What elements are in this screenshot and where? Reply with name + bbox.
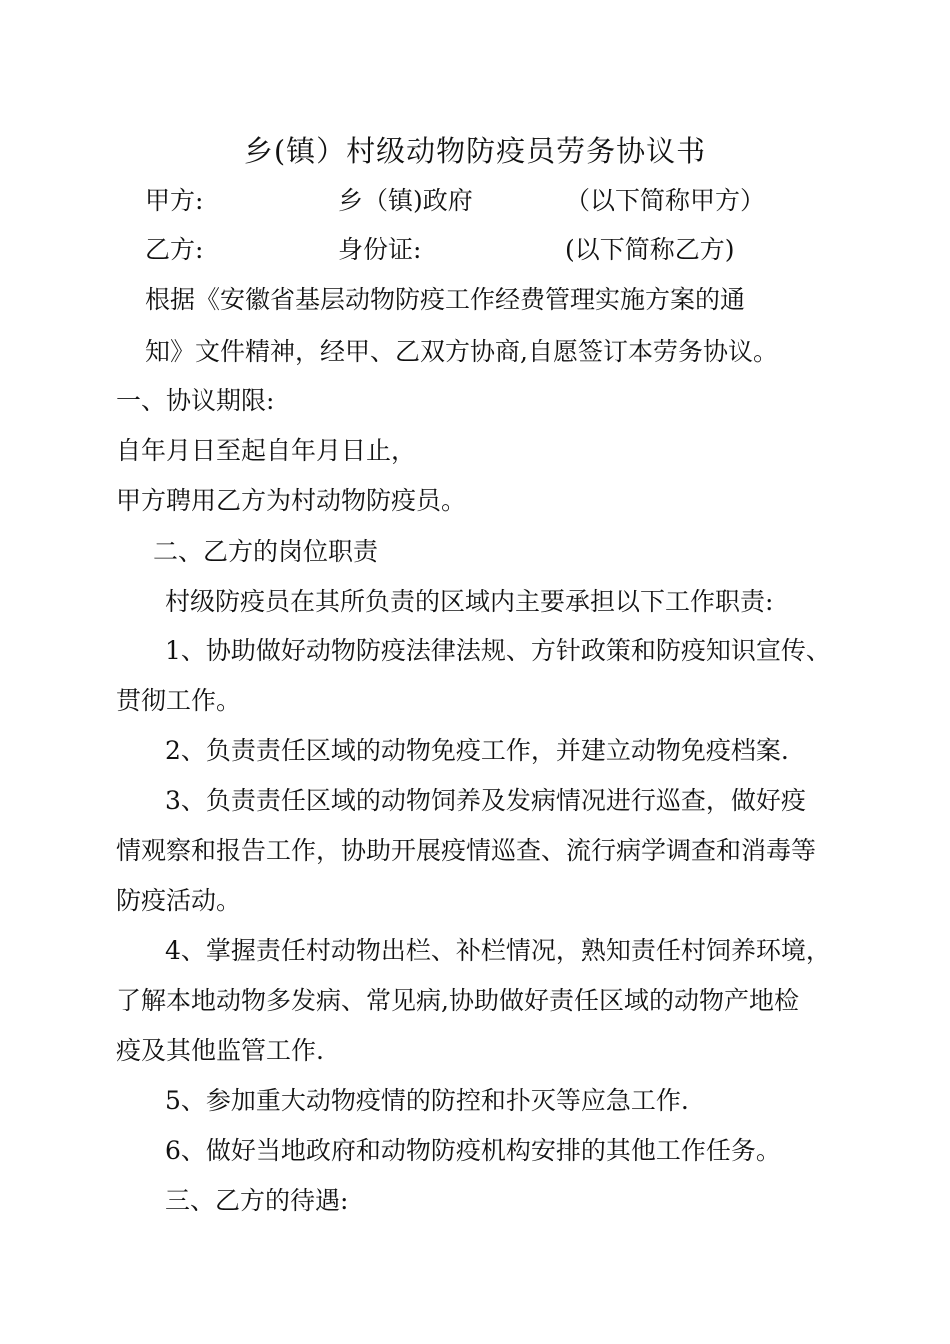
duty-item-3-line: 3、负责责任区域的动物饲养及发病情况进行巡查，做好疫 [165,786,806,815]
section2-heading: 二、乙方的岗位职责 [153,537,379,566]
duty-item-3-line: 情观察和报告工作，协助开展疫情巡查、流行病学调查和消毒等 [116,836,817,865]
section1-line: 甲方聘用乙方为村动物防疫员。 [116,486,467,515]
section1-heading: 一、协议期限: [116,386,275,415]
party-b-label: 乙方: [145,235,204,264]
party-a-note: （以下简称甲方） [565,186,766,215]
party-a-label: 甲方: [145,186,204,215]
duty-item-3-line: 防疫活动。 [116,886,242,915]
section2-lead: 村级防疫员在其所负责的区域内主要承担以下工作职责: [165,587,774,616]
duty-item-1-line: 1、协助做好动物防疫法律法规、方针政策和防疫知识宣传、 [165,636,831,665]
party-a-entity: 乡（镇)政府 [338,186,473,215]
party-b-id-label: 身份证: [338,235,422,264]
duty-item-1-line: 贯彻工作。 [116,686,242,715]
duty-item-4-line: 疫及其他监管工作. [116,1036,324,1065]
section3-heading: 三、乙方的待遇: [165,1186,349,1215]
intro-line: 知》文件精神，经甲、乙双方协商,自愿签订本劳务协议。 [145,337,778,366]
duty-item-6-line: 6、做好当地政府和动物防疫机构安排的其他工作任务。 [165,1136,781,1165]
document-title: 乡(镇）村级动物防疫员劳务协议书 [243,134,707,168]
duty-item-5-line: 5、参加重大动物疫情的防控和扑灭等应急工作. [165,1086,689,1115]
duty-item-4-line: 了解本地动物多发病、常见病,协助做好责任区域的动物产地检 [116,986,799,1015]
party-b-note: (以下简称乙方) [565,235,735,264]
intro-line: 根据《安徽省基层动物防疫工作经费管理实施方案的通 [145,285,746,314]
duty-item-2-line: 2、负责责任区域的动物免疫工作，并建立动物免疫档案. [165,736,789,765]
section1-line: 自年月日至起自年月日止， [116,436,417,465]
duty-item-4-line: 4、掌握责任村动物出栏、补栏情况，熟知责任村饲养环境， [165,936,831,965]
